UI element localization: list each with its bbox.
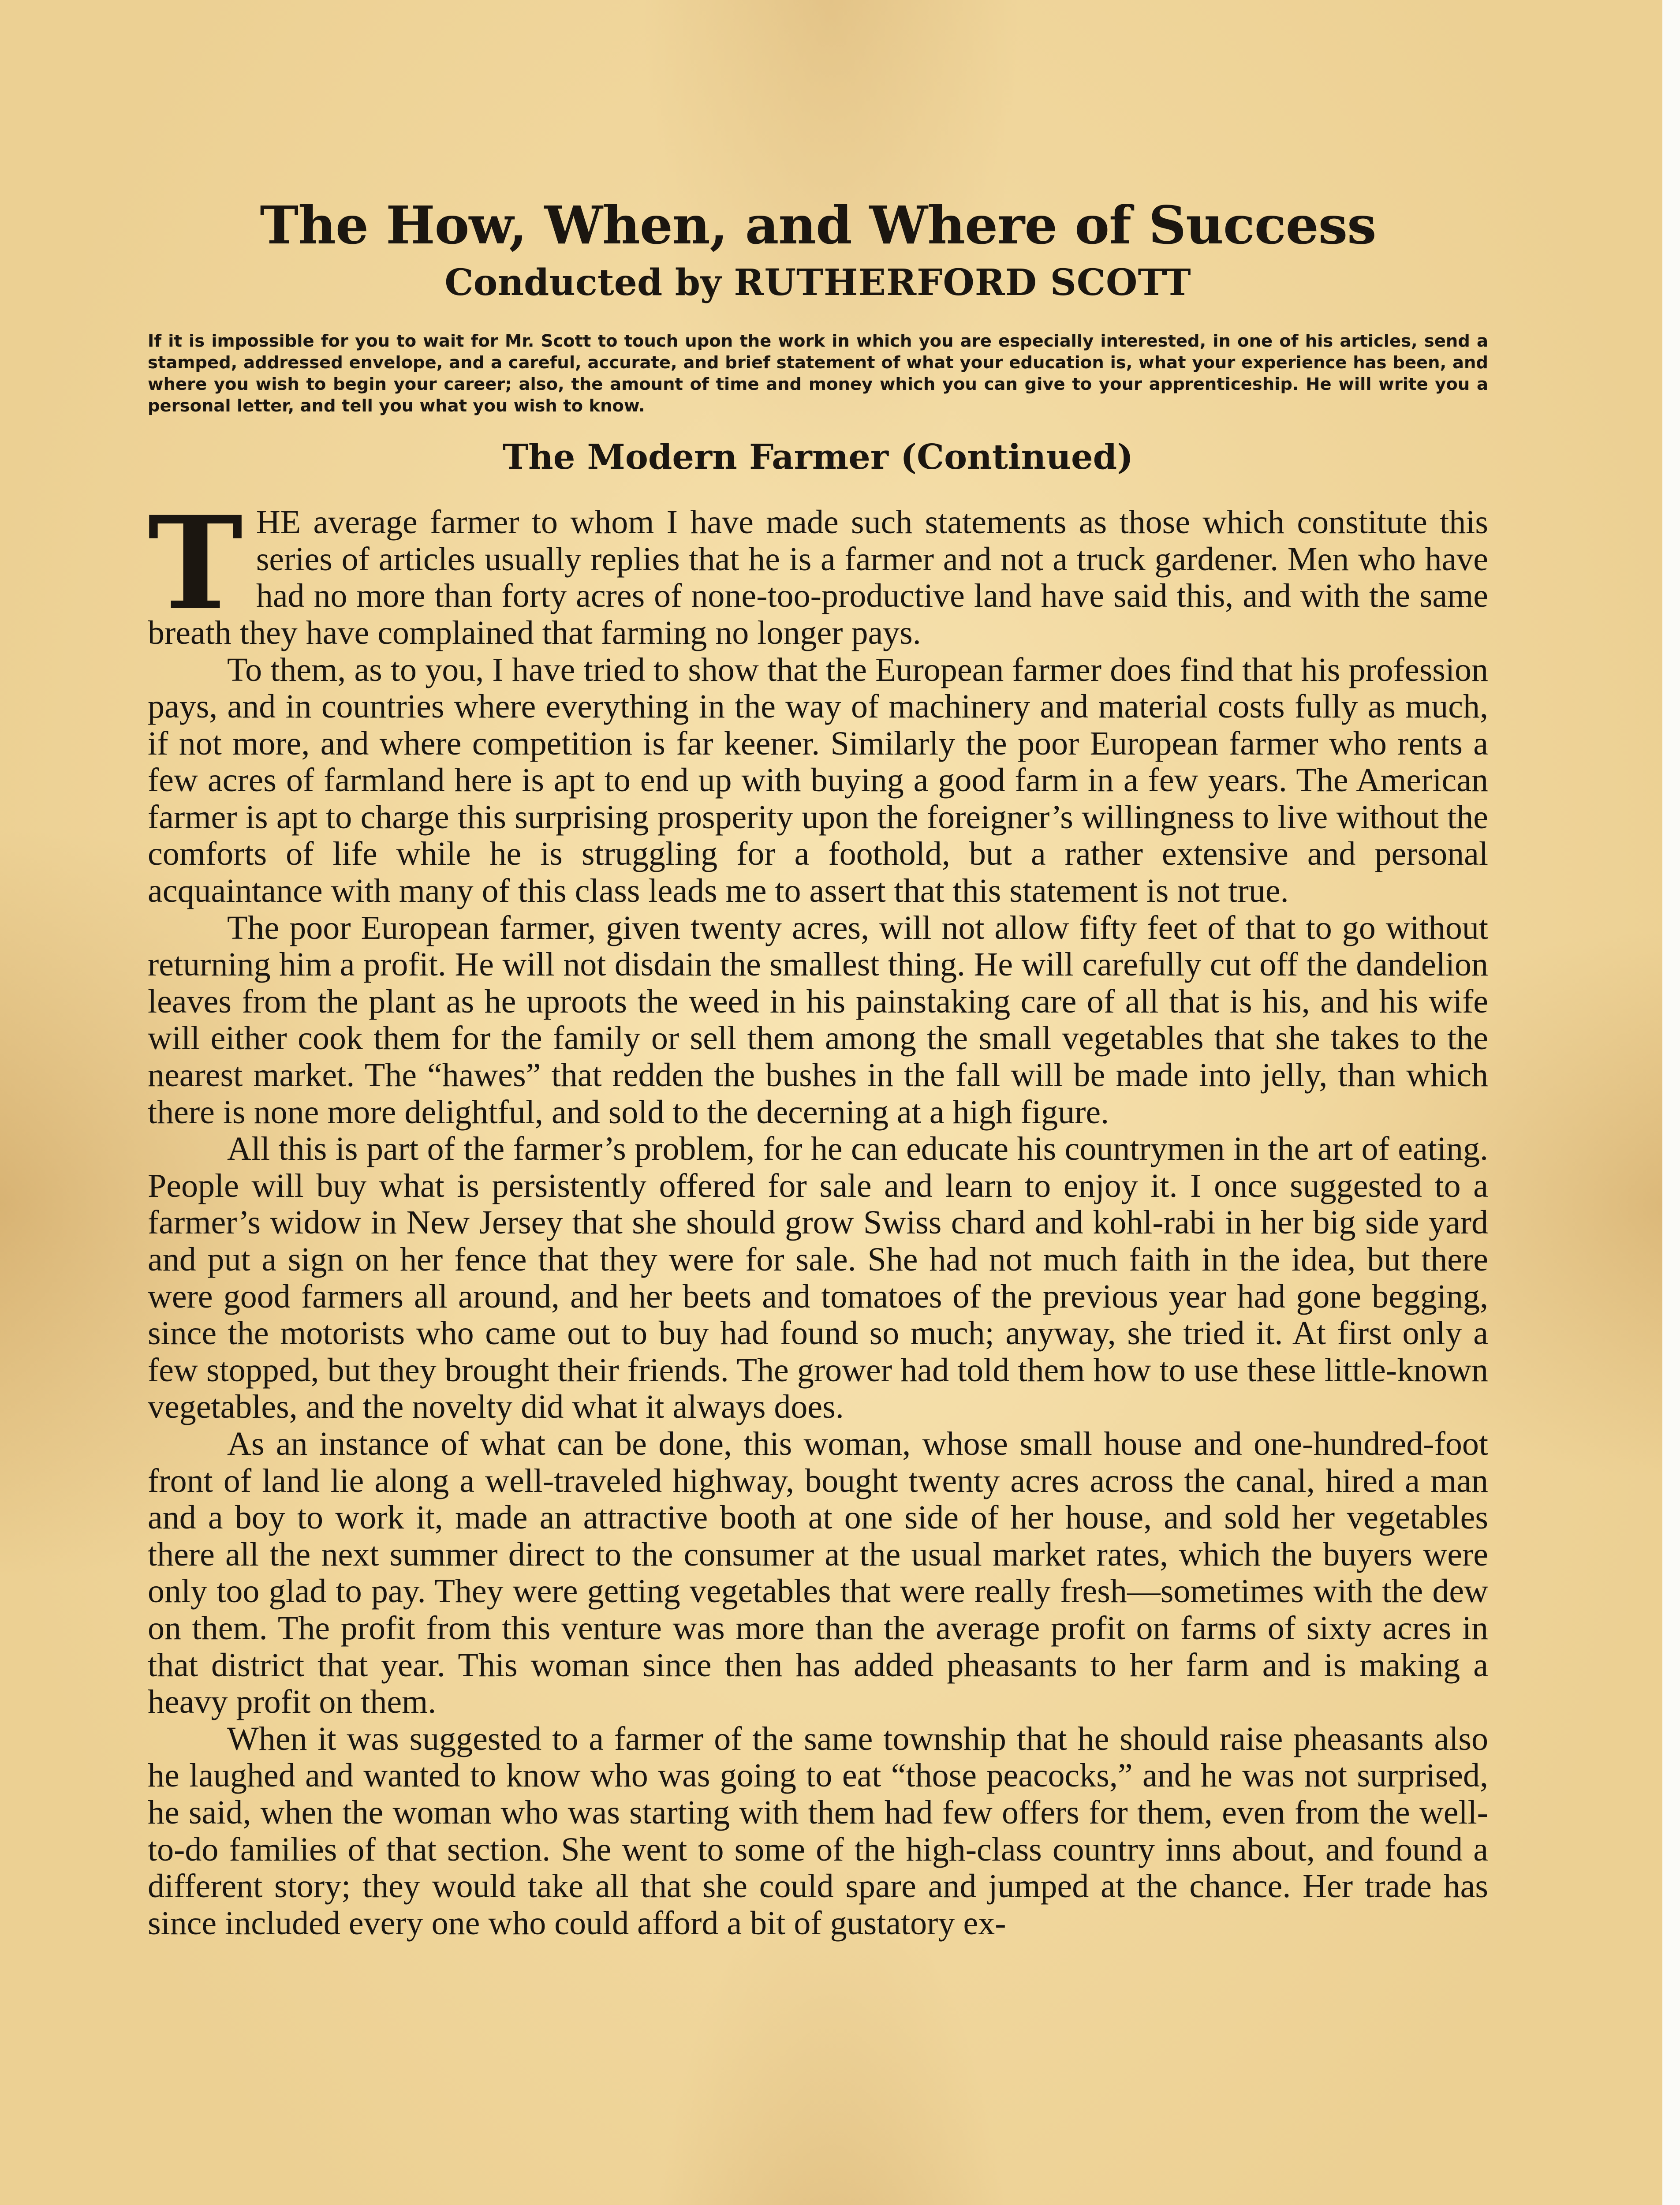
paragraph-1-text: HE average farmer to whom I have made such statements as those which constitute this series of articles usually replies that he is a farmer and not a truck gardener. Men who have had no more than forty acres of none-too-productive land have said this, and with the same breath they have complained that farming no longer pays. — [148, 504, 1488, 651]
paragraph-6: When it was suggested to a farmer of the same township that he should raise pheasants also he laughed and wanted to know who was going to eat “those peacocks,” and he was not surprised, he said, when the woman who was starting with them had few offers for them, even from the well-to-do families of that section. She went to some of the high-class country inns about, and found a different story; they would take all that she could spare and jumped at the chance. Her trade has since included every one who could afford a bit of gustatory ex- — [148, 1720, 1488, 1942]
page-title: The How, When, and Where of Success — [260, 194, 1376, 256]
page-margin — [1662, 0, 1680, 2205]
paragraph-2: To them, as to you, I have tried to show that the European farmer does find that his profession pays, and in countries where everything in the way of machinery and material costs fully as much, if not more, and where competition is far keener. Similarly the poor European farmer who rents a few acres of farmland here is apt to end up with buying a good farm in a few years. The American farmer is apt to charge this surprising prosperity upon the foreigner’s willingness to live without the comforts of life while he is struggling for a foothold, but a rather extensive and personal acquaintance with many of this class leads me to assert that this statement is not true. — [148, 651, 1488, 910]
article-body — [148, 489, 1488, 1942]
byline — [148, 261, 1488, 304]
section-title: The Modern Farmer (Continued) — [502, 437, 1134, 477]
paragraph-5: As an instance of what can be done, this woman, whose small house and one-hundred-foot front of land lie along a well-traveled highway, bought twenty acres across the canal, hired a man and a boy to work it, made an attractive booth at one side of her house, and sold her vegetables there all the next summer direct to the consumer at the usual market rates, which the buyers were only too glad to pay. They were getting vegetables that were really fresh—sometimes with the dew on them. The profit from this venture was more than the average profit on farms of sixty acres in that district that year. This woman since then has added pheasants to her farm and is making a heavy profit on them. — [148, 1425, 1488, 1721]
byline-author: RUTHERFORD SCOTT — [734, 261, 1191, 304]
byline-prefix: Conducted by — [444, 261, 721, 304]
paragraph-3: The poor European farmer, given twenty acres, will not allow fifty feet of that to go without returning him a profit. He will not disdain the smallest thing. He will carefully cut off the dandelion leaves from the plant as he uproots the weed in his painstaking care of all that is his, and his wife will either cook them for the family or sell them among the small vegetables that she takes to the nearest market. The “hawes” that redden the bushes in the fall will be made into jelly, than which there is none more delightful, and sold to the decerning at a high figure. — [148, 909, 1488, 1131]
editor-notice: If it is impossible for you to wait for Mr. Scott to touch upon the work in which you are especially interested, in one of his articles, send a stamped, addressed envelope, and a careful, accurate, and brief statement of what your education is, what your experience has been, and where you wish to begin your career; also, the amount of time and money which you can give to your apprenticeship. He will write you a personal letter, and tell you what you wish to know. — [148, 331, 1488, 416]
drop-cap: T — [148, 489, 243, 639]
paragraph-4: All this is part of the farmer’s problem, for he can educate his countrymen in the art of eating. People will buy what is persistently offered for sale and learn to enjoy it. I once suggested to a farmer’s widow in New Jersey that she should grow Swiss chard and kohl-rabi in her big side yard and put a sign on her fence that they were for sale. She had not much faith in the idea, but there were good farmers all around, and her beets and tomatoes of the previous year had gone begging, since the motorists who came out to buy had found so much; anyway, she tried it. At first only a few stopped, but they brought their friends. The grower had told them how to use these little-known vegetables, and the novelty did what it always does. — [148, 1130, 1488, 1426]
paragraph-1 — [148, 489, 1488, 651]
article-content — [148, 194, 1488, 1942]
